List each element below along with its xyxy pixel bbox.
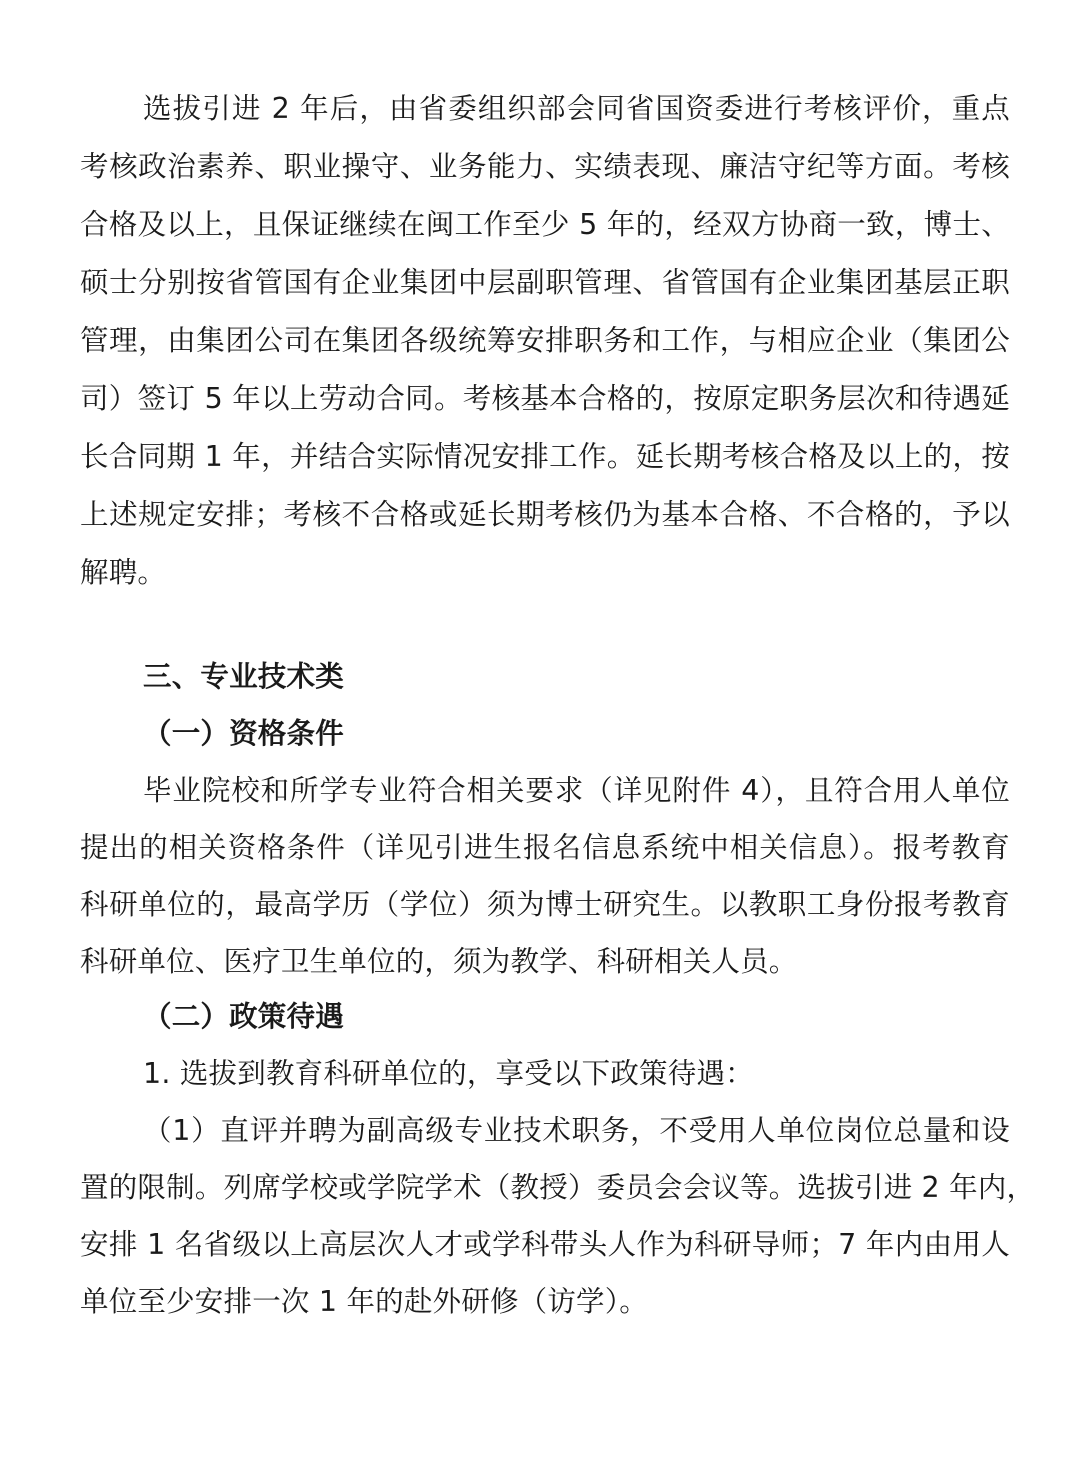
paragraph-line: 上述规定安排；考核不合格或延长期考核仍为基本合格、不合格的，予以 — [80, 498, 1010, 531]
paragraph-line: 考核政治素养、职业操守、业务能力、实绩表现、廉洁守纪等方面。考核 — [80, 150, 1010, 183]
paragraph-line: 硕士分别按省管国有企业集团中层副职管理、省管国有企业集团基层正职 — [80, 266, 1010, 299]
paragraph-line: 科研单位、医疗卫生单位的，须为教学、科研相关人员。 — [80, 945, 798, 978]
paragraph-line: 单位至少安排一次 1 年的赴外研修（访学）。 — [80, 1285, 648, 1318]
paragraph-line: 合格及以上，且保证继续在闽工作至少 5 年的，经双方协商一致，博士、 — [80, 208, 1010, 241]
subsection-heading-policy: （二）政策待遇 — [143, 1000, 344, 1033]
paragraph-line: 提出的相关资格条件（详见引进生报名信息系统中相关信息）。报考教育 — [80, 831, 1010, 864]
section-title: 三、专业技术类 — [143, 660, 344, 693]
paragraph-line: 选拔引进 2 年后，由省委组织部会同省国资委进行考核评价，重点 — [143, 92, 1010, 125]
paragraph-line: 安排 1 名省级以上高层次人才或学科带头人作为科研导师；7 年内由用人 — [80, 1228, 1010, 1261]
list-item: 1. 选拔到教育科研单位的，享受以下政策待遇： — [143, 1057, 754, 1090]
paragraph-line: （1）直评并聘为副高级专业技术职务，不受用人单位岗位总量和设 — [143, 1114, 1010, 1147]
paragraph-line: 管理，由集团公司在集团各级统筹安排职务和工作，与相应企业（集团公 — [80, 324, 1010, 357]
paragraph-line: 司）签订 5 年以上劳动合同。考核基本合格的，按原定职务层次和待遇延 — [80, 382, 1010, 415]
paragraph-line: 置的限制。列席学校或学院学术（教授）委员会会议等。选拔引进 2 年内， — [80, 1171, 1036, 1204]
subsection-heading-qualification: （一）资格条件 — [143, 717, 344, 750]
paragraph-line: 科研单位的，最高学历（学位）须为博士研究生。以教职工身份报考教育 — [80, 888, 1010, 921]
paragraph-line: 解聘。 — [80, 556, 167, 589]
paragraph-line: 毕业院校和所学专业符合相关要求（详见附件 4），且符合用人单位 — [143, 774, 1010, 807]
paragraph-line: 长合同期 1 年，并结合实际情况安排工作。延长期考核合格及以上的，按 — [80, 440, 1010, 473]
